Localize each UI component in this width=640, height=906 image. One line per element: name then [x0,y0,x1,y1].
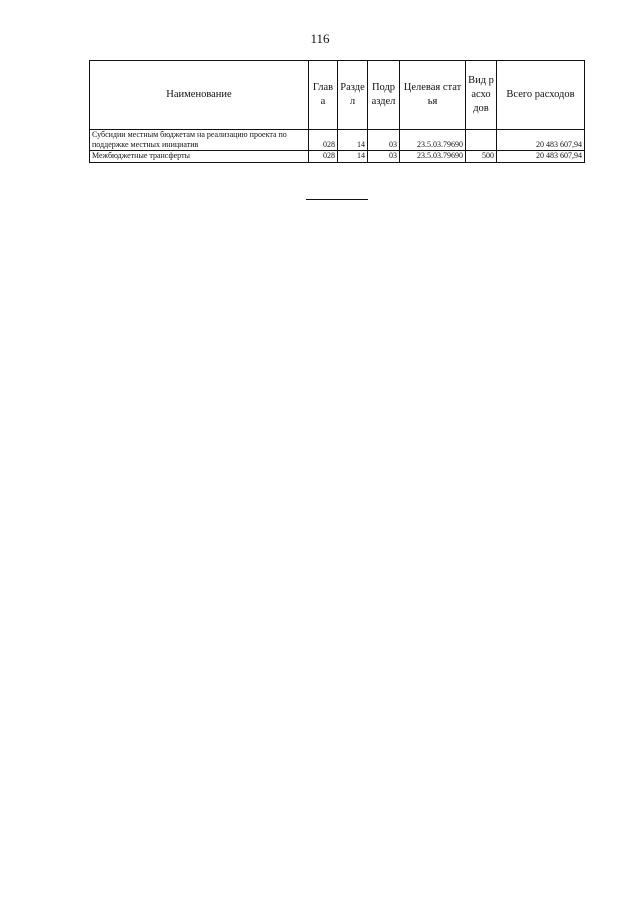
separator-line [306,199,368,200]
cell-glava: 028 [309,130,338,151]
cell-article: 23.5.03.79690 [400,151,466,163]
cell-expense-type: 500 [466,151,497,163]
cell-article: 23.5.03.79690 [400,130,466,151]
cell-total: 20 483 607,94 [497,130,585,151]
cell-razdel: 14 [338,130,368,151]
cell-podrazdel: 03 [368,151,400,163]
table-header-row [90,61,585,130]
cell-total: 20 483 607,94 [497,151,585,163]
header-podrazdel: Подр аздел [368,61,400,130]
table-row [90,130,585,151]
cell-name: Субсидии местным бюджетам на реализацию проекта по поддержке местных инициатив [90,130,309,151]
header-expense-type: Вид расхо дов [466,61,497,130]
cell-name: Межбюджетные трансферты [90,151,309,163]
cell-razdel: 14 [338,151,368,163]
header-razdel: Разде л [338,61,368,130]
cell-expense-type [466,130,497,151]
table-row [90,151,585,163]
header-article: Целевая статья [400,61,466,130]
budget-table [89,60,585,163]
header-glava: Глава [309,61,338,130]
cell-glava: 028 [309,151,338,163]
header-total: Всего расходов [497,61,585,130]
page-number: 116 [310,31,330,46]
header-name: Наименование [90,61,309,130]
cell-podrazdel: 03 [368,130,400,151]
